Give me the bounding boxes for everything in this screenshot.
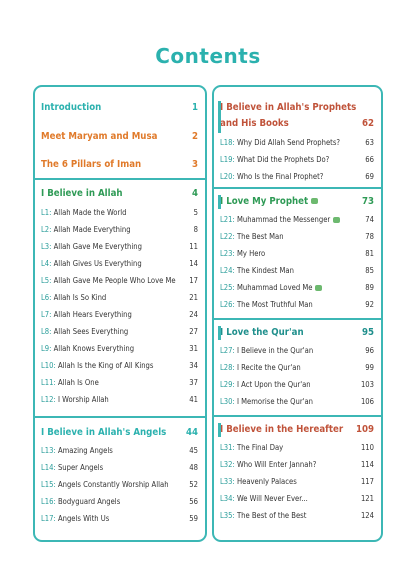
lesson-code: L14:: [41, 463, 58, 472]
lesson-code: L3:: [41, 242, 54, 251]
section-heading: [220, 102, 374, 113]
heading-accent-bar: [218, 326, 221, 340]
entry-title: [41, 480, 169, 489]
entry-label: My Hero: [236, 249, 266, 258]
page-number: 2: [191, 131, 198, 142]
entry-title: [220, 300, 313, 309]
lesson-entry: [220, 363, 374, 372]
entry-title: [220, 266, 294, 275]
lesson-code: L29:: [220, 380, 237, 389]
entry-label: Allah Is One: [57, 378, 99, 387]
entry-label: I Believe in Allah: [41, 188, 123, 199]
entry-title: [220, 443, 283, 452]
lesson-entry: [220, 477, 374, 486]
page-number: 81: [365, 249, 374, 258]
entry-title: [220, 102, 356, 113]
lesson-entry: [41, 327, 198, 336]
entry-label: The Final Day: [236, 443, 284, 452]
page-number: 117: [360, 477, 374, 486]
entry-title: [220, 118, 289, 129]
page-number: 1: [191, 102, 198, 113]
entry-title: [41, 361, 153, 370]
entry-title: [41, 446, 113, 455]
lesson-entry: [220, 397, 374, 406]
section-heading: [220, 327, 374, 338]
entry-title: [220, 460, 316, 469]
section-heading: [41, 188, 198, 199]
entry-title: [220, 172, 323, 181]
page-number: 74: [365, 215, 374, 224]
entry-title: [41, 310, 132, 319]
lesson-code: L6:: [41, 293, 54, 302]
entry-title: [41, 102, 101, 113]
entry-label: I Believe in Allah's Angels: [41, 427, 167, 438]
entry-label: I Worship Allah: [57, 395, 109, 404]
entry-label: and His Books: [220, 118, 289, 129]
section-divider: [35, 416, 205, 418]
entry-title: [220, 283, 322, 292]
page-number: 66: [365, 155, 374, 164]
lesson-code: L27:: [220, 346, 237, 355]
entry-title: [41, 463, 103, 472]
heading-accent-bar: [218, 423, 221, 437]
lesson-entry: [220, 494, 374, 503]
lesson-code: L22:: [220, 232, 237, 241]
entry-title: [220, 477, 297, 486]
page-number: 121: [360, 494, 374, 503]
lesson-code: L35:: [220, 511, 237, 520]
page-number: 52: [189, 480, 198, 489]
lesson-entry: [220, 511, 374, 520]
lesson-entry: [41, 259, 198, 268]
lesson-code: L33:: [220, 477, 237, 486]
lesson-code: L16:: [41, 497, 58, 506]
lesson-entry: [41, 378, 198, 387]
entry-label: The Best of the Best: [236, 511, 307, 520]
page-number: 4: [191, 188, 198, 199]
entry-title: [41, 514, 109, 523]
lesson-code: L2:: [41, 225, 54, 234]
entry-label: Allah Gives Us Everything: [53, 259, 142, 268]
page-title: Contents: [155, 44, 261, 68]
page-number: 59: [189, 514, 198, 523]
lesson-entry: [220, 300, 374, 309]
lesson-entry: [220, 443, 374, 452]
entry-label: I Believe in the Hereafter: [220, 424, 344, 435]
lesson-entry: [41, 497, 198, 506]
entry-title: [220, 138, 340, 147]
entry-label: Allah Made Everything: [53, 225, 131, 234]
entry-label: I Recite the Qur'an: [236, 363, 301, 372]
entry-title: [220, 155, 329, 164]
lesson-code: L4:: [41, 259, 54, 268]
entry-label: I Love My Prophet: [220, 196, 309, 207]
page-number: 17: [189, 276, 198, 285]
entry-label: Angels With Us: [57, 514, 110, 523]
page-number: 73: [361, 196, 374, 207]
lesson-code: L21:: [220, 215, 237, 224]
entry-title: [41, 131, 157, 142]
section-divider: [35, 178, 205, 180]
lesson-entry: [41, 480, 198, 489]
page-number: 114: [360, 460, 374, 469]
lesson-entry: [220, 346, 374, 355]
lesson-entry: [220, 172, 374, 181]
entry-title: [41, 497, 120, 506]
lesson-entry: [220, 249, 374, 258]
entry-label: Super Angels: [57, 463, 104, 472]
lesson-entry: [41, 242, 198, 251]
lesson-code: L25:: [220, 283, 237, 292]
lesson-code: L1:: [41, 208, 54, 217]
lesson-entry: [41, 208, 198, 217]
page-number: 92: [365, 300, 374, 309]
section-divider: [214, 318, 381, 320]
lesson-code: L8:: [41, 327, 54, 336]
lesson-code: L11:: [41, 378, 58, 387]
page-number: 109: [355, 424, 374, 435]
heading-accent-bar: [218, 101, 221, 133]
page-number: 41: [189, 395, 198, 404]
section-divider: [214, 415, 381, 417]
lesson-code: L26:: [220, 300, 237, 309]
entry-label: The Most Truthful Man: [236, 300, 313, 309]
lesson-code: L15:: [41, 480, 58, 489]
page-number: 96: [365, 346, 374, 355]
lesson-entry: [220, 215, 374, 224]
heading-accent-bar: [218, 195, 221, 209]
contents-panel-right: [212, 85, 383, 542]
entry-title: [220, 232, 284, 241]
page-number: 89: [365, 283, 374, 292]
entry-label: Who Will Enter Jannah?: [236, 460, 317, 469]
page-number: 69: [365, 172, 374, 181]
lesson-code: L20:: [220, 172, 237, 181]
page-number: 34: [189, 361, 198, 370]
entry-label: Who Is the Final Prophet?: [236, 172, 324, 181]
lesson-entry: [220, 138, 374, 147]
page-number: 110: [360, 443, 374, 452]
lesson-code: L24:: [220, 266, 237, 275]
entry-title: [41, 378, 99, 387]
lesson-entry: [41, 310, 198, 319]
entry-label: Amazing Angels: [57, 446, 113, 455]
entry-title: [220, 249, 265, 258]
entry-label: I Memorise the Qur'an: [236, 397, 314, 406]
entry-title: [220, 397, 313, 406]
entry-label: I Believe in Allah's Prophets: [220, 102, 357, 113]
entry-label: We Will Never Ever...: [236, 494, 308, 503]
section-heading: [220, 196, 374, 207]
lesson-code: L9:: [41, 344, 54, 353]
entry-title: [220, 327, 304, 338]
entry-title: [41, 259, 142, 268]
entry-title: [41, 242, 142, 251]
entry-title: [220, 363, 301, 372]
lesson-entry: [41, 395, 198, 404]
entry-label: I Believe in the Qur'an: [236, 346, 314, 355]
page-number: 37: [189, 378, 198, 387]
lesson-code: L31:: [220, 443, 237, 452]
lesson-entry: [41, 225, 198, 234]
section-heading: [41, 159, 198, 170]
entry-label: Muhammad the Messenger: [236, 215, 331, 224]
lesson-entry: [220, 460, 374, 469]
entry-title: [220, 346, 313, 355]
entry-label: Allah Hears Everything: [53, 310, 132, 319]
lesson-code: L12:: [41, 395, 58, 404]
entry-label: Bodyguard Angels: [57, 497, 121, 506]
lesson-code: L7:: [41, 310, 54, 319]
page-number: 44: [185, 427, 198, 438]
page-number: 8: [193, 225, 198, 234]
entry-label: The 6 Pillars of Iman: [41, 159, 142, 170]
page-number: 103: [360, 380, 374, 389]
lesson-code: L19:: [220, 155, 237, 164]
page-number: 21: [189, 293, 198, 302]
salutation-icon: [311, 198, 318, 204]
lesson-code: L17:: [41, 514, 58, 523]
lesson-code: L30:: [220, 397, 237, 406]
section-heading: [220, 118, 374, 129]
lesson-entry: [41, 361, 198, 370]
lesson-entry: [220, 380, 374, 389]
entry-title: [41, 327, 128, 336]
lesson-code: L32:: [220, 460, 237, 469]
page-number: 27: [189, 327, 198, 336]
page-number: 24: [189, 310, 198, 319]
entry-title: [220, 380, 311, 389]
entry-label: Allah Gave Me People Who Love Me: [53, 276, 176, 285]
entry-label: Allah Is So Kind: [53, 293, 107, 302]
lesson-code: L23:: [220, 249, 237, 258]
section-heading: [220, 424, 374, 435]
entry-label: Allah Is the King of All Kings: [57, 361, 154, 370]
lesson-code: L28:: [220, 363, 237, 372]
lesson-entry: [220, 232, 374, 241]
entry-title: [41, 159, 141, 170]
entry-label: Allah Made the World: [53, 208, 127, 217]
section-heading: [41, 427, 198, 438]
lesson-code: L5:: [41, 276, 54, 285]
entry-title: [220, 196, 318, 207]
lesson-entry: [41, 446, 198, 455]
salutation-icon: [315, 285, 322, 291]
entry-label: What Did the Prophets Do?: [236, 155, 330, 164]
page-number: 124: [360, 511, 374, 520]
page-number: 78: [365, 232, 374, 241]
entry-title: [41, 293, 106, 302]
section-heading: [41, 131, 198, 142]
lesson-entry: [41, 463, 198, 472]
entry-label: I Act Upon the Qur'an: [236, 380, 311, 389]
entry-title: [41, 395, 109, 404]
page-number: 56: [189, 497, 198, 506]
entry-label: Muhammad Loved Me: [236, 283, 313, 292]
page-number: 5: [193, 208, 198, 217]
entry-title: [220, 511, 306, 520]
salutation-icon: [333, 217, 340, 223]
lesson-entry: [220, 283, 374, 292]
lesson-entry: [41, 344, 198, 353]
page-number: 62: [361, 118, 374, 129]
entry-title: [220, 215, 340, 224]
entry-label: I Love the Qur'an: [220, 327, 304, 338]
section-heading: [41, 102, 198, 113]
entry-label: The Kindest Man: [236, 266, 294, 275]
entry-title: [41, 276, 176, 285]
page-number: 14: [189, 259, 198, 268]
entry-title: [220, 494, 308, 503]
entry-label: Meet Maryam and Musa: [41, 131, 158, 142]
page-number: 63: [365, 138, 374, 147]
entry-title: [220, 424, 343, 435]
entry-title: [41, 344, 134, 353]
page-number: 95: [361, 327, 374, 338]
entry-label: The Best Man: [236, 232, 284, 241]
entry-title: [41, 427, 166, 438]
entry-label: Angels Constantly Worship Allah: [57, 480, 169, 489]
page-number: 85: [365, 266, 374, 275]
lesson-entry: [220, 266, 374, 275]
page-number: 99: [365, 363, 374, 372]
section-divider: [214, 187, 381, 189]
lesson-code: L18:: [220, 138, 237, 147]
lesson-code: L10:: [41, 361, 58, 370]
page-number: 45: [189, 446, 198, 455]
entry-label: Allah Gave Me Everything: [53, 242, 142, 251]
entry-label: Heavenly Palaces: [236, 477, 297, 486]
page-number: 3: [191, 159, 198, 170]
lesson-entry: [220, 155, 374, 164]
page-number: 11: [189, 242, 198, 251]
page-number: 31: [189, 344, 198, 353]
entry-title: [41, 188, 123, 199]
entry-label: Why Did Allah Send Prophets?: [236, 138, 341, 147]
lesson-entry: [41, 514, 198, 523]
entry-title: [41, 225, 131, 234]
entry-label: Allah Sees Everything: [53, 327, 129, 336]
entry-label: Introduction: [41, 102, 102, 113]
page-number: 106: [360, 397, 374, 406]
page-number: 48: [189, 463, 198, 472]
lesson-code: L13:: [41, 446, 58, 455]
lesson-code: L34:: [220, 494, 237, 503]
lesson-entry: [41, 293, 198, 302]
entry-title: [41, 208, 127, 217]
lesson-entry: [41, 276, 198, 285]
entry-label: Allah Knows Everything: [53, 344, 135, 353]
